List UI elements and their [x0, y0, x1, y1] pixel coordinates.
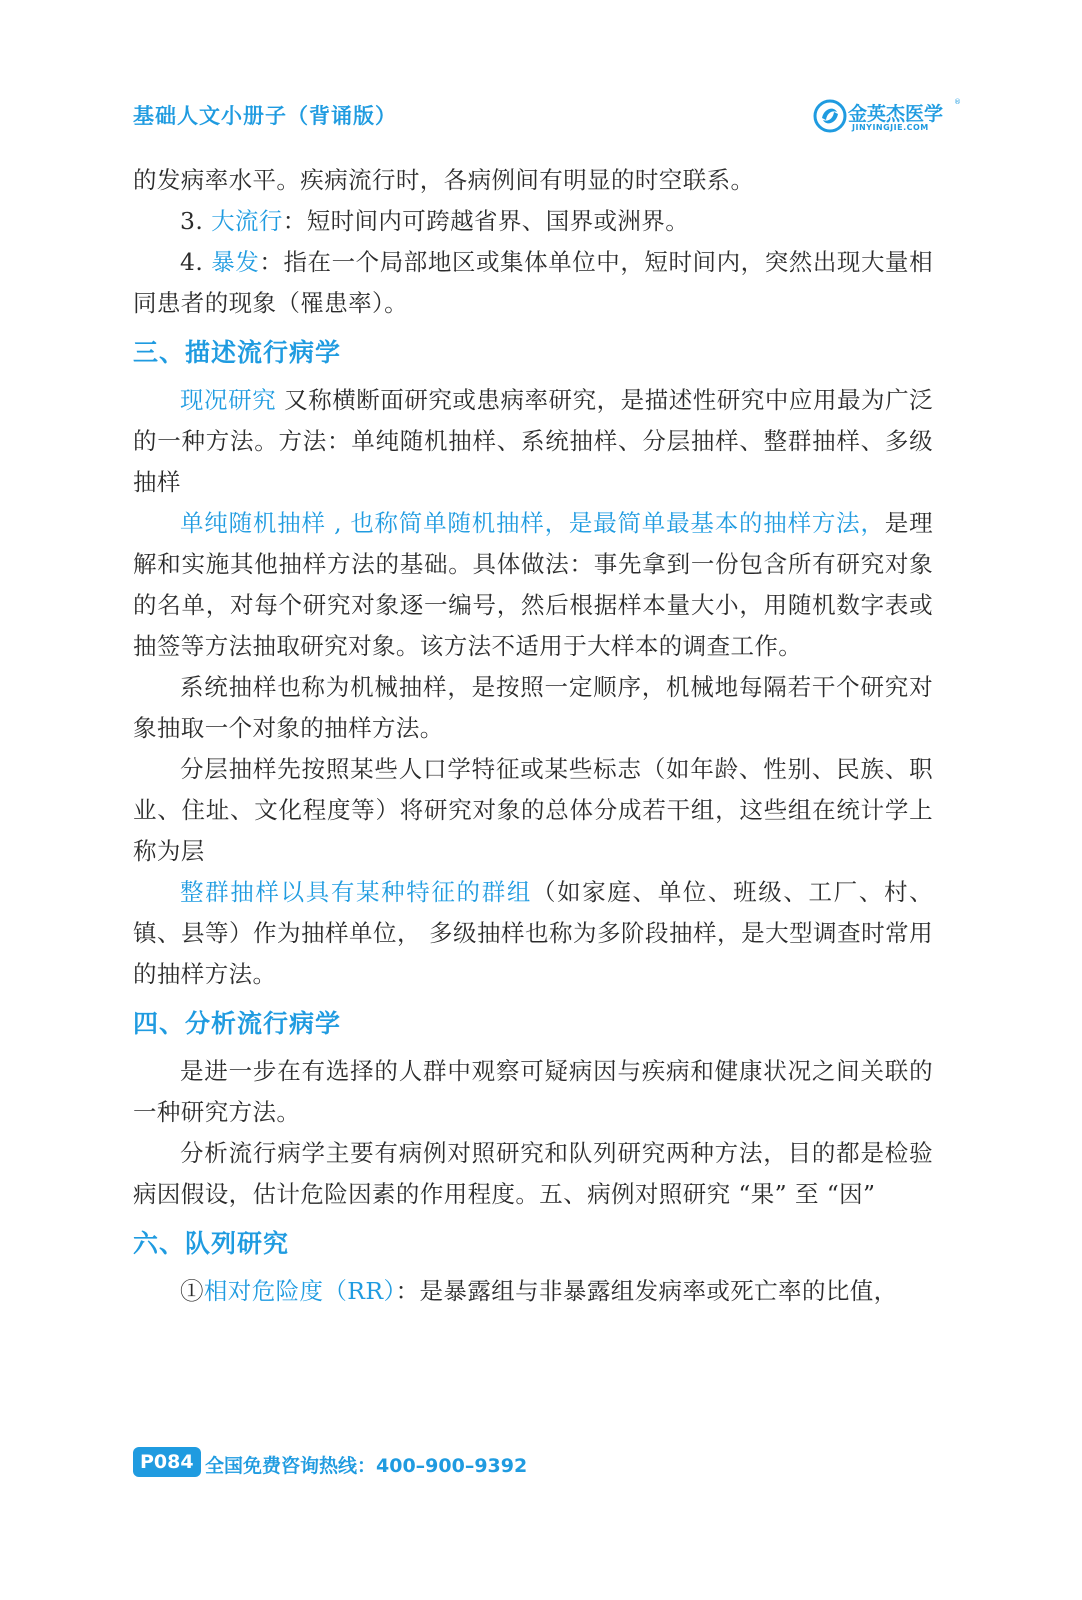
definition-text: （如家庭、单位、班级、工厂、村、镇、县等）作为抽样单位， 多级抽样也称为多阶段抽样，是大型调查时常用的抽样方法。: [133, 878, 933, 988]
term-relative-risk: 相对危险度（RR）: [203, 1277, 396, 1305]
paragraph-cluster: [133, 872, 933, 995]
paragraph-cross-sectional: [133, 380, 933, 503]
paragraph-pandemic: [133, 201, 933, 242]
term-cross-sectional: 现况研究: [180, 386, 277, 414]
hotline-text: 全国免费咨询热线：400–900–9392: [205, 1455, 528, 1477]
paragraph-simple-random: [133, 503, 933, 667]
book-title: 基础人文小册子（背诵版）: [133, 104, 397, 128]
term-simple-random: 单纯随机抽样 , 也称简单随机抽样，是最简单最基本的抽样方法，: [180, 509, 885, 537]
section-heading-cohort-study: 六、队列研究: [133, 1229, 290, 1258]
definition-text: 是理解和实施其他抽样方法的基础。具体做法：事先拿到一份包含所有研究对象的名单，对每个研究对象逐一编号，然后根据样本量大小，用随机数字表或抽签等方法抽取研究对象。该方法不适用于大样本的调查工作。: [133, 509, 933, 660]
paragraph-analytical-definition: 是进一步在有选择的人群中观察可疑病因与疾病和健康状况之间关联的一种研究方法。: [133, 1057, 933, 1126]
list-number: 4.: [180, 248, 212, 276]
paragraph-continued: 的发病率水平。疾病流行时，各病例间有明显的时空联系。: [133, 166, 755, 194]
section-heading-analytical-epidemiology: 四、分析流行病学: [133, 1009, 342, 1038]
page-header: [0, 0, 1082, 150]
brand-name: 金英杰医学: [848, 103, 944, 125]
definition-text: ：短时间内可跨越省界、国界或洲界。: [282, 207, 690, 235]
page-number-badge: P084: [133, 1447, 201, 1477]
definition-text: ：指在一个局部地区或集体单位中，短时间内，突然出现大量相同患者的现象（罹患率）。: [133, 248, 934, 317]
registered-mark: ®: [954, 98, 961, 106]
definition-text: ：是暴露组与非暴露组发病率或死亡率的比值，: [395, 1277, 898, 1305]
term-pandemic: 大流行: [211, 207, 283, 235]
brand-logo-icon: [812, 98, 848, 134]
brand-logo: [812, 98, 962, 138]
paragraph-systematic: 系统抽样也称为机械抽样，是按照一定顺序，机械地每隔若干个研究对象抽取一个对象的抽样方法。: [133, 673, 933, 742]
definition-text: 又称横断面研究或患病率研究，是描述性研究中应用最为广泛的一种方法。方法：单纯随机抽样、系统抽样、分层抽样、整群抽样、多级抽样: [133, 386, 933, 496]
term-outbreak: 暴发: [211, 248, 260, 276]
section-heading-descriptive-epidemiology: 三、描述流行病学: [133, 338, 342, 367]
page-body: [133, 160, 933, 1312]
brand-domain: JINYINGJIE.COM: [852, 123, 929, 132]
paragraph-relative-risk: [133, 1271, 933, 1312]
term-cluster: 整群抽样以具有某种特征的群组: [180, 878, 532, 906]
paragraph-analytical-methods: 分析流行病学主要有病例对照研究和队列研究两种方法，目的都是检验病因假设，估计危险因素的作用程度。五、病例对照研究 “果” 至 “因”: [133, 1139, 933, 1208]
list-number: 3.: [180, 207, 212, 235]
list-number: ①: [180, 1277, 204, 1305]
paragraph-outbreak: [133, 242, 933, 324]
paragraph-stratified: 分层抽样先按照某些人口学特征或某些标志（如年龄、性别、民族、职业、住址、文化程度等）将研究对象的总体分成若干组，这些组在统计学上称为层: [133, 755, 933, 865]
